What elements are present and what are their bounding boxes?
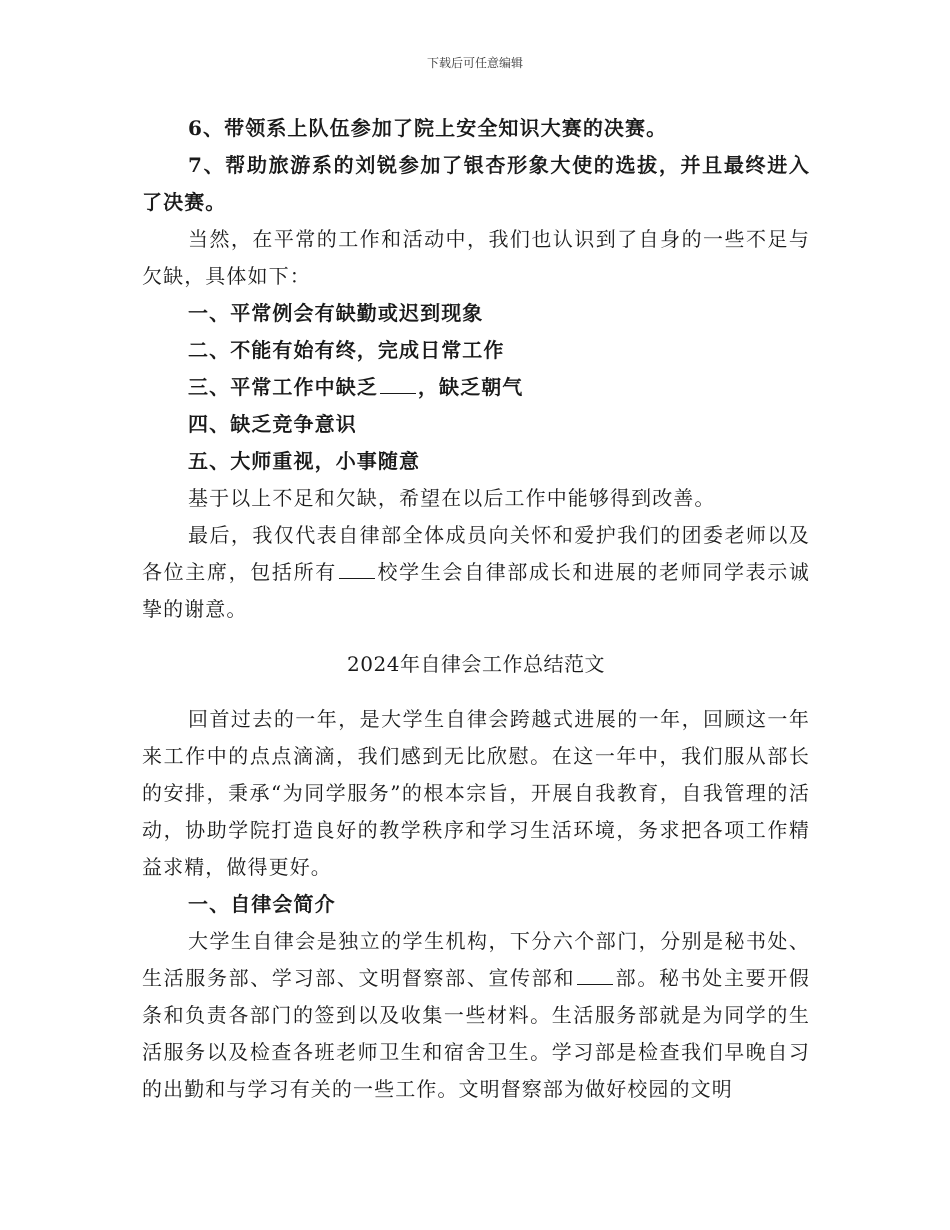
section-intro: 回首过去的一年，是大学生自律会跨越式进展的一年，回顾这一年来工作中的点点滴滴，我们感到无比欣慰。在这一年中，我们服从部长的安排，秉承“为同学服务”的根本宗旨，开展自我教育，自我管理的活动，协助学院打造良好的教学秩序和学习生活环境，务求把各项工作精益求精，做得更好。 [142, 707, 810, 879]
shortcoming-1: 一、平常例会有缺勤或迟到现象 [188, 301, 484, 325]
improvement-note: 基于以上不足和欠缺，希望在以后工作中能够得到改善。 [188, 486, 716, 510]
shortcoming-3-before: 三、平常工作中缺乏 [188, 375, 378, 399]
fill-blank [380, 373, 416, 394]
item-6: 6、带领系上队伍参加了院上安全知识大赛的决赛。 [188, 116, 668, 140]
page-header: 下载后可任意编辑 [426, 56, 523, 70]
section-body-1 [142, 923, 810, 1108]
section-heading-1: 一、自律会简介 [188, 892, 336, 916]
closing-thanks [142, 517, 810, 628]
section-body-1-before: 大学生自律会是独立的学生机构，下分六个部门，分别是秘书处、生活服务部、学习部、文明督察部、宣传部和 [142, 929, 810, 990]
closing-thanks-before: 最后，我仅代表自律部全体成员向关怀和爱护我们的团委老师以及各位主席，包括所有 [142, 523, 810, 584]
shortcoming-2: 二、不能有始有终，完成日常工作 [188, 338, 505, 362]
closing-thanks-after: 校学生会自律部成长和进展的老师同学表示诚挚的谢意。 [142, 560, 811, 621]
fill-blank [577, 964, 613, 985]
section-title: 2024年自律会工作总结范文 [347, 652, 605, 676]
document-body [142, 110, 810, 1108]
section-body-1-after: 部。秘书处主要开假条和负责各部门的签到以及收集一些材料。生活服务部就是为同学的生活服务以及检查各班老师卫生和宿舍卫生。学习部是检查我们早晚自习的出勤和与学习有关的一些工作。文明督察部为做好校园的文明 [142, 966, 811, 1101]
shortcoming-5: 五、大师重视，小事随意 [188, 449, 421, 473]
item-7: 7、帮助旅游系的刘锐参加了银杏形象大使的选拔，并且最终进入了决赛。 [142, 153, 810, 214]
shortcomings-intro: 当然，在平常的工作和活动中，我们也认识到了自身的一些不足与欠缺，具体如下： [142, 227, 810, 288]
shortcoming-3-after: ，缺乏朝气 [417, 375, 524, 399]
shortcoming-3 [142, 369, 810, 406]
shortcoming-4: 四、缺乏竞争意识 [188, 412, 357, 436]
fill-blank [339, 558, 375, 579]
